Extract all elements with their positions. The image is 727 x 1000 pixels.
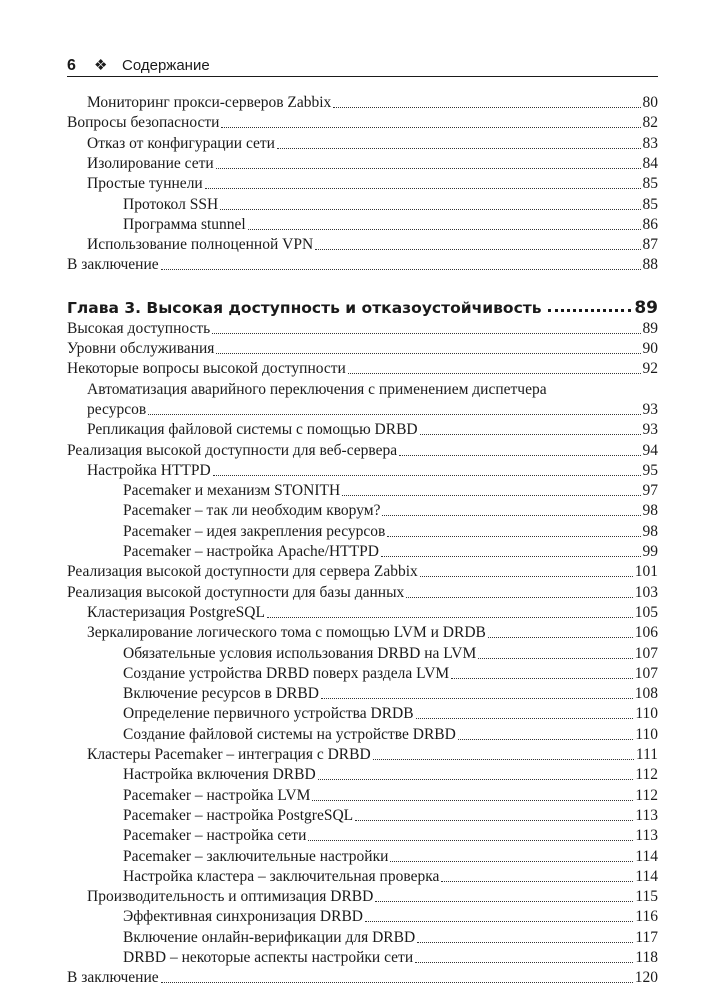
toc-entry-title: Реализация высокой доступности для сервера Zabbix [67, 563, 418, 581]
toc-page-number: 115 [635, 888, 658, 906]
toc-entry[interactable] [67, 643, 658, 663]
toc-page-number: 97 [642, 482, 658, 500]
dot-leader [390, 861, 633, 862]
toc-entry-title: Pacemaker – настройка Apache/HTTPD [123, 543, 379, 560]
toc-entry[interactable] [67, 967, 658, 987]
dot-leader [548, 309, 632, 312]
toc-page-number: 110 [635, 725, 658, 743]
toc-entry-title: Pacemaker – заключительные настройки [123, 847, 389, 865]
toc-entry[interactable] [67, 541, 658, 561]
toc-entry-title: Кластеризация PostgreSQL [87, 603, 265, 621]
toc-entry-title: Настройка кластера – заключительная проверка [123, 867, 440, 885]
running-title: Содержание [122, 57, 210, 74]
toc-page-number: 85 [642, 175, 658, 193]
dot-leader [406, 597, 633, 598]
dot-leader [399, 455, 640, 456]
toc-entry[interactable] [67, 358, 658, 378]
toc-entry-title: Включение ресурсов в DRBD [123, 685, 319, 703]
toc-entry[interactable] [67, 318, 658, 338]
toc-entry-title: Репликация файловой системы с помощью DRBD [87, 421, 418, 439]
dot-leader [375, 901, 633, 902]
dot-leader [221, 127, 640, 128]
toc-entry[interactable] [67, 785, 658, 805]
toc-page-number: 107 [634, 664, 658, 682]
dot-leader [387, 536, 640, 537]
toc-entry-title: Определение первичного устройства DRDB [123, 705, 414, 723]
toc-page-number: 120 [634, 969, 658, 987]
toc-entry[interactable] [67, 460, 658, 480]
toc-entry-title: Эффективная синхронизация DRBD [123, 908, 363, 926]
toc-entry-title: Кластеры Pacemaker – интеграция с DRBD [87, 746, 371, 763]
toc-entry-title: Высокая доступность [67, 319, 211, 337]
toc-chapter-heading[interactable] [67, 293, 658, 317]
toc-page-number: 98 [642, 522, 658, 540]
toc-entry[interactable] [67, 419, 658, 439]
toc-entry[interactable] [67, 846, 658, 866]
toc-entry[interactable] [67, 338, 658, 358]
toc-page-number: 80 [642, 94, 658, 111]
toc-entry-title: Обязательные условия использования DRBD на LVM [123, 644, 477, 662]
toc-entry[interactable] [67, 500, 658, 520]
toc-page-number: 114 [635, 847, 658, 865]
dot-leader [216, 353, 640, 354]
running-header [67, 55, 658, 77]
dot-leader [355, 820, 633, 821]
toc-page-number: 92 [642, 360, 658, 378]
dot-leader [161, 269, 641, 270]
dot-leader [161, 982, 633, 983]
header-rule [67, 76, 658, 77]
dot-leader [342, 495, 640, 496]
toc-page-number: 99 [642, 543, 658, 560]
toc-entry-title-line1: Автоматизация аварийного переключения с применением диспетчера [87, 380, 547, 398]
toc-entry[interactable] [67, 214, 658, 234]
toc-page-number: 86 [642, 215, 658, 233]
toc-page-number: 106 [634, 624, 658, 642]
toc-entry-title: Использование полноценной VPN [87, 236, 314, 254]
toc-entry[interactable] [67, 947, 658, 967]
dot-leader [308, 840, 633, 841]
toc-page-number: 89 [634, 297, 658, 318]
toc-entry[interactable] [67, 703, 658, 723]
dot-leader [148, 414, 640, 415]
toc-page-number: 117 [635, 928, 658, 946]
toc-entry-title: Создание устройства DRBD поверх раздела LVM [123, 664, 450, 682]
toc-entry-title: Изолирование сети [87, 154, 214, 172]
toc-entry[interactable] [67, 764, 658, 784]
toc-page-number: 82 [642, 114, 658, 132]
diamond-ornament-icon: ❖ [94, 57, 108, 74]
toc-page-number: 93 [642, 400, 658, 418]
toc-entry-title: Pacemaker – так ли необходим кворум? [123, 502, 381, 520]
toc-entry-title: Pacemaker – настройка LVM [123, 786, 311, 804]
toc-page-number: 87 [642, 236, 658, 254]
dot-leader [277, 148, 641, 149]
toc-page-number: 107 [634, 644, 658, 662]
toc-entry[interactable] [67, 173, 658, 193]
toc-entry[interactable] [67, 399, 658, 419]
toc-entry[interactable] [67, 112, 658, 132]
toc-entry[interactable] [67, 561, 658, 581]
dot-leader [321, 698, 633, 699]
toc-entry[interactable] [67, 254, 658, 274]
toc-page-number: 112 [635, 766, 658, 784]
toc-entry-title: Настройка HTTPD [87, 461, 211, 479]
toc-page-number: 111 [635, 746, 658, 763]
toc-entry[interactable] [67, 724, 658, 744]
dot-leader [478, 658, 632, 659]
page-number: 6 [67, 57, 76, 74]
toc-entry[interactable] [67, 153, 658, 173]
toc-entry-title: Реализация высокой доступности для веб-сервера [67, 441, 398, 459]
toc-entry[interactable] [67, 582, 658, 602]
toc-entry[interactable] [67, 866, 658, 886]
toc-page-number: 95 [642, 461, 658, 479]
dot-leader [451, 678, 633, 679]
toc-entry-title: Pacemaker – настройка сети [123, 827, 307, 845]
dot-leader [267, 617, 633, 618]
dot-leader [220, 209, 640, 210]
toc-page-number: 118 [635, 949, 658, 966]
dot-leader [312, 800, 633, 801]
toc-entry-title: Программа stunnel [123, 215, 246, 233]
dot-leader [216, 168, 641, 169]
toc-entry[interactable] [67, 886, 658, 906]
toc-page-number: 116 [635, 908, 658, 926]
toc-page-number: 85 [642, 195, 658, 213]
dot-leader [488, 637, 633, 638]
dot-leader [441, 881, 633, 882]
toc-entry[interactable] [67, 440, 658, 460]
dot-leader [348, 373, 641, 374]
toc-entry-title: Мониторинг прокси-серверов Zabbix [87, 94, 332, 111]
dot-leader [212, 333, 640, 334]
toc-entry-title: Pacemaker – настройка PostgreSQL [123, 806, 354, 824]
dot-leader [382, 515, 640, 516]
toc-entry-title: Реализация высокой доступности для базы данных [67, 583, 405, 601]
toc-page-number: 98 [642, 502, 658, 520]
toc-entry-title: Настройка включения DRBD [123, 766, 316, 784]
toc-entry-title: Протокол SSH [123, 195, 219, 213]
dot-leader [415, 962, 633, 963]
dot-leader [213, 475, 641, 476]
toc-entry-title: Pacemaker и механизм STONITH [123, 482, 341, 500]
toc-entry[interactable] [67, 194, 658, 214]
toc-entry[interactable] [67, 521, 658, 541]
toc-entry[interactable] [67, 92, 658, 112]
toc-page-number: 113 [635, 827, 658, 845]
toc-entry-title: DRBD – некоторые аспекты настройки сети [123, 949, 414, 966]
toc-page-number: 94 [642, 441, 658, 459]
dot-leader [420, 434, 641, 435]
toc-entry-title: Отказ от конфигурации сети [87, 134, 275, 152]
toc-entry[interactable] [67, 602, 658, 622]
dot-leader [417, 942, 633, 943]
toc-entry-title: Pacemaker – идея закрепления ресурсов [123, 522, 386, 540]
toc-entry[interactable] [67, 622, 658, 642]
toc-page-number: 101 [634, 563, 658, 581]
dot-leader [365, 921, 633, 922]
toc-entry-title: Производительность и оптимизация DRBD [87, 888, 374, 906]
toc-page-number: 108 [634, 685, 658, 703]
dot-leader [205, 188, 641, 189]
toc-entry-title: Уровни обслуживания [67, 340, 215, 357]
dot-leader [373, 759, 634, 760]
toc-page-number: 88 [642, 256, 658, 274]
toc-entry[interactable] [67, 744, 658, 764]
toc-page-number: 110 [635, 705, 658, 723]
dot-leader [318, 779, 634, 780]
toc-page-number: 112 [635, 786, 658, 804]
dot-leader [315, 249, 640, 250]
dot-leader [458, 739, 633, 740]
toc-entry[interactable] [67, 480, 658, 500]
toc-entry-title: ресурсов [87, 400, 147, 418]
toc-entry-title: В заключение [67, 969, 159, 987]
toc-entry[interactable] [67, 683, 658, 703]
toc-page-number: 84 [642, 154, 658, 172]
toc-entry-title: Некоторые вопросы высокой доступности [67, 360, 346, 378]
dot-leader [381, 556, 641, 557]
toc-page-number: 90 [642, 340, 658, 357]
toc-entry[interactable] [67, 927, 658, 947]
toc-entry[interactable] [67, 906, 658, 926]
toc-entry[interactable] [67, 234, 658, 254]
toc-entry[interactable] [67, 133, 658, 153]
toc-page-number: 83 [642, 134, 658, 152]
toc-page-number: 93 [642, 421, 658, 439]
toc-page-number: 89 [642, 319, 658, 337]
toc-page-number: 105 [634, 603, 658, 621]
toc-entry-title: Создание файловой системы на устройстве DRBD [123, 725, 456, 743]
toc-entry-title: Глава 3. Высокая доступность и отказоустойчивость [67, 298, 542, 317]
dot-leader [420, 576, 633, 577]
toc-entry-title: В заключение [67, 256, 159, 274]
toc-page-number: 113 [635, 806, 658, 824]
dot-leader [333, 107, 640, 108]
toc-entry-title: Вопросы безопасности [67, 114, 220, 132]
dot-leader [416, 718, 634, 719]
toc-entry-title: Простые туннели [87, 175, 203, 193]
toc-page-number: 103 [634, 583, 658, 601]
toc-entry-title: Зеркалирование логического тома с помощью LVM и DRDB [87, 624, 486, 642]
toc-entry[interactable] [67, 663, 658, 683]
toc-entry[interactable] [67, 805, 658, 825]
toc-entry-title: Включение онлайн-верификации для DRBD [123, 928, 416, 946]
toc-entry[interactable] [67, 825, 658, 845]
dot-leader [248, 229, 641, 230]
toc-page-number: 114 [635, 867, 658, 885]
